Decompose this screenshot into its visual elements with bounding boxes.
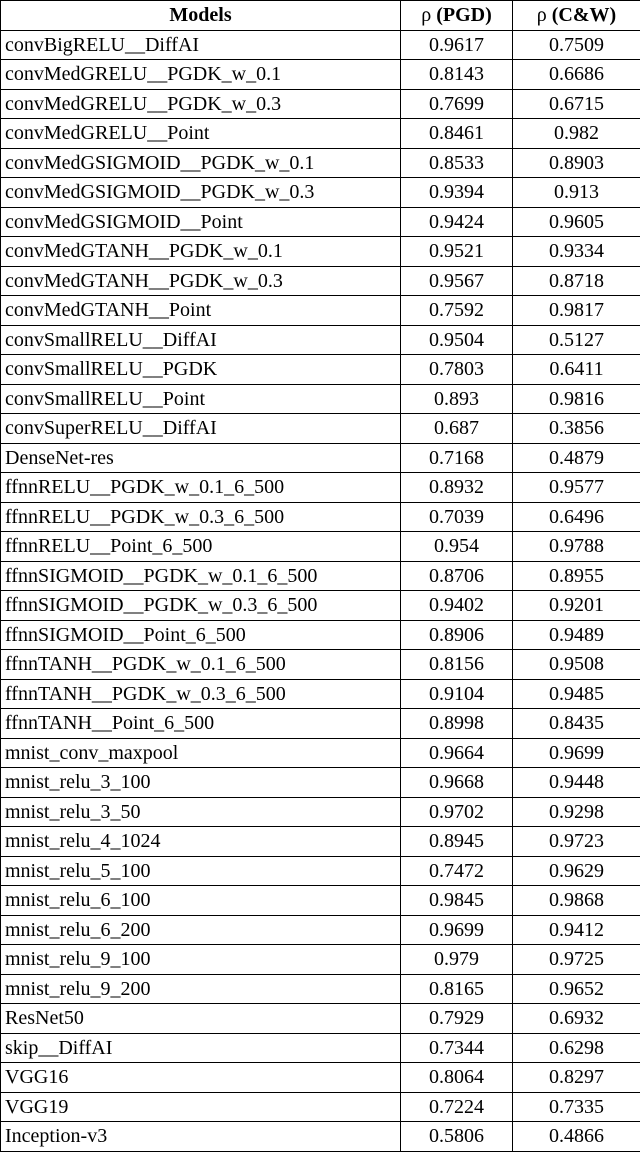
pgd-cell: 0.9104 bbox=[401, 679, 513, 709]
table-row bbox=[1, 768, 640, 798]
table-row bbox=[1, 915, 640, 945]
pgd-cell: 0.9617 bbox=[401, 30, 513, 60]
pgd-cell: 0.893 bbox=[401, 384, 513, 414]
model-cell: mnist_relu_6_100 bbox=[1, 886, 401, 916]
pgd-cell: 0.7592 bbox=[401, 296, 513, 326]
model-cell: mnist_relu_5_100 bbox=[1, 856, 401, 886]
pgd-cell: 0.8064 bbox=[401, 1063, 513, 1093]
model-cell: convMedGTANH__PGDK_w_0.1 bbox=[1, 237, 401, 267]
pgd-cell: 0.7224 bbox=[401, 1092, 513, 1122]
pgd-cell: 0.8461 bbox=[401, 119, 513, 149]
cw-cell: 0.9788 bbox=[513, 532, 640, 562]
cw-cell: 0.7335 bbox=[513, 1092, 640, 1122]
cw-cell: 0.8955 bbox=[513, 561, 640, 591]
model-cell: convSmallRELU__PGDK bbox=[1, 355, 401, 385]
pgd-cell: 0.7699 bbox=[401, 89, 513, 119]
pgd-cell: 0.687 bbox=[401, 414, 513, 444]
table-row bbox=[1, 886, 640, 916]
model-cell: mnist_relu_6_200 bbox=[1, 915, 401, 945]
table-row bbox=[1, 414, 640, 444]
table-row bbox=[1, 709, 640, 739]
cw-cell: 0.9412 bbox=[513, 915, 640, 945]
pgd-cell: 0.5806 bbox=[401, 1122, 513, 1152]
rho-symbol: ρ bbox=[537, 4, 547, 26]
cw-cell: 0.9298 bbox=[513, 797, 640, 827]
cw-cell: 0.9868 bbox=[513, 886, 640, 916]
table-row bbox=[1, 1092, 640, 1122]
pgd-cell: 0.7803 bbox=[401, 355, 513, 385]
model-cell: convMedGRELU__PGDK_w_0.1 bbox=[1, 60, 401, 90]
cw-cell: 0.9725 bbox=[513, 945, 640, 975]
pgd-cell: 0.8998 bbox=[401, 709, 513, 739]
pgd-cell: 0.9845 bbox=[401, 886, 513, 916]
pgd-cell: 0.9521 bbox=[401, 237, 513, 267]
model-cell: DenseNet-res bbox=[1, 443, 401, 473]
table-row bbox=[1, 532, 640, 562]
table-row bbox=[1, 1004, 640, 1034]
model-cell: ffnnTANH__PGDK_w_0.3_6_500 bbox=[1, 679, 401, 709]
model-cell: convMedGTANH__Point bbox=[1, 296, 401, 326]
model-cell: VGG19 bbox=[1, 1092, 401, 1122]
table-row bbox=[1, 620, 640, 650]
table-row bbox=[1, 650, 640, 680]
model-cell: ffnnTANH__PGDK_w_0.1_6_500 bbox=[1, 650, 401, 680]
cw-cell: 0.9652 bbox=[513, 974, 640, 1004]
model-cell: convMedGSIGMOID__Point bbox=[1, 207, 401, 237]
pgd-cell: 0.9668 bbox=[401, 768, 513, 798]
table-row bbox=[1, 355, 640, 385]
model-cell: mnist_relu_9_100 bbox=[1, 945, 401, 975]
model-cell: ffnnTANH__Point_6_500 bbox=[1, 709, 401, 739]
rho-symbol: ρ bbox=[421, 4, 431, 26]
model-cell: mnist_relu_9_200 bbox=[1, 974, 401, 1004]
table-row bbox=[1, 827, 640, 857]
pgd-cell: 0.7168 bbox=[401, 443, 513, 473]
cw-cell: 0.9723 bbox=[513, 827, 640, 857]
cw-cell: 0.9577 bbox=[513, 473, 640, 503]
cw-cell: 0.9334 bbox=[513, 237, 640, 267]
models-header: Models bbox=[1, 1, 401, 31]
pgd-cell: 0.9394 bbox=[401, 178, 513, 208]
table-row bbox=[1, 207, 640, 237]
pgd-cell: 0.9424 bbox=[401, 207, 513, 237]
cw-cell: 0.6496 bbox=[513, 502, 640, 532]
table-row bbox=[1, 945, 640, 975]
pgd-cell: 0.7472 bbox=[401, 856, 513, 886]
table-row bbox=[1, 738, 640, 768]
pgd-cell: 0.9504 bbox=[401, 325, 513, 355]
pgd-cell: 0.9702 bbox=[401, 797, 513, 827]
cw-cell: 0.9816 bbox=[513, 384, 640, 414]
table-row bbox=[1, 797, 640, 827]
model-cell: mnist_relu_4_1024 bbox=[1, 827, 401, 857]
cw-cell: 0.9448 bbox=[513, 768, 640, 798]
cw-cell: 0.6686 bbox=[513, 60, 640, 90]
cw-cell: 0.9201 bbox=[513, 591, 640, 621]
pgd-cell: 0.8945 bbox=[401, 827, 513, 857]
model-cell: skip__DiffAI bbox=[1, 1033, 401, 1063]
cw-cell: 0.8297 bbox=[513, 1063, 640, 1093]
table-row bbox=[1, 679, 640, 709]
table-row bbox=[1, 237, 640, 267]
model-cell: ffnnRELU__PGDK_w_0.1_6_500 bbox=[1, 473, 401, 503]
cw-cell: 0.6932 bbox=[513, 1004, 640, 1034]
model-cell: convBigRELU__DiffAI bbox=[1, 30, 401, 60]
model-cell: convMedGRELU__Point bbox=[1, 119, 401, 149]
pgd-cell: 0.954 bbox=[401, 532, 513, 562]
table-row bbox=[1, 296, 640, 326]
cw-cell: 0.9489 bbox=[513, 620, 640, 650]
table-row bbox=[1, 1033, 640, 1063]
cw-cell: 0.6715 bbox=[513, 89, 640, 119]
table-row bbox=[1, 473, 640, 503]
pgd-cell: 0.8165 bbox=[401, 974, 513, 1004]
pgd-cell: 0.9402 bbox=[401, 591, 513, 621]
model-cell: mnist_relu_3_50 bbox=[1, 797, 401, 827]
model-cell: ffnnRELU__Point_6_500 bbox=[1, 532, 401, 562]
model-cell: mnist_relu_3_100 bbox=[1, 768, 401, 798]
table-row bbox=[1, 384, 640, 414]
table-row bbox=[1, 266, 640, 296]
model-cell: convSmallRELU__DiffAI bbox=[1, 325, 401, 355]
pgd-cell: 0.7039 bbox=[401, 502, 513, 532]
cw-header bbox=[513, 1, 640, 31]
pgd-cell: 0.979 bbox=[401, 945, 513, 975]
model-cell: convSuperRELU__DiffAI bbox=[1, 414, 401, 444]
pgd-cell: 0.8906 bbox=[401, 620, 513, 650]
table-row bbox=[1, 1063, 640, 1093]
pgd-cell: 0.9664 bbox=[401, 738, 513, 768]
pgd-cell: 0.7344 bbox=[401, 1033, 513, 1063]
cw-cell: 0.9485 bbox=[513, 679, 640, 709]
table-body bbox=[1, 30, 640, 1151]
model-cell: ResNet50 bbox=[1, 1004, 401, 1034]
model-cell: convSmallRELU__Point bbox=[1, 384, 401, 414]
cw-cell: 0.982 bbox=[513, 119, 640, 149]
model-cell: convMedGRELU__PGDK_w_0.3 bbox=[1, 89, 401, 119]
model-cell: ffnnSIGMOID__PGDK_w_0.3_6_500 bbox=[1, 591, 401, 621]
table-row bbox=[1, 502, 640, 532]
cw-cell: 0.8435 bbox=[513, 709, 640, 739]
table-row bbox=[1, 443, 640, 473]
cw-cell: 0.9605 bbox=[513, 207, 640, 237]
pgd-cell: 0.9567 bbox=[401, 266, 513, 296]
model-cell: Inception-v3 bbox=[1, 1122, 401, 1152]
pgd-header-label: (PGD) bbox=[436, 4, 492, 26]
table-row bbox=[1, 325, 640, 355]
cw-cell: 0.9629 bbox=[513, 856, 640, 886]
cw-cell: 0.4879 bbox=[513, 443, 640, 473]
pgd-cell: 0.8156 bbox=[401, 650, 513, 680]
cw-cell: 0.4866 bbox=[513, 1122, 640, 1152]
pgd-cell: 0.9699 bbox=[401, 915, 513, 945]
table-row bbox=[1, 974, 640, 1004]
pgd-cell: 0.7929 bbox=[401, 1004, 513, 1034]
cw-cell: 0.9508 bbox=[513, 650, 640, 680]
cw-cell: 0.3856 bbox=[513, 414, 640, 444]
model-cell: VGG16 bbox=[1, 1063, 401, 1093]
table-row bbox=[1, 178, 640, 208]
cw-cell: 0.5127 bbox=[513, 325, 640, 355]
cw-cell: 0.8903 bbox=[513, 148, 640, 178]
table-row bbox=[1, 856, 640, 886]
cw-cell: 0.9817 bbox=[513, 296, 640, 326]
table-row bbox=[1, 148, 640, 178]
table-row bbox=[1, 60, 640, 90]
header-row bbox=[1, 1, 640, 31]
table-row bbox=[1, 119, 640, 149]
model-cell: ffnnSIGMOID__PGDK_w_0.1_6_500 bbox=[1, 561, 401, 591]
pgd-cell: 0.8932 bbox=[401, 473, 513, 503]
cw-cell: 0.913 bbox=[513, 178, 640, 208]
model-cell: ffnnRELU__PGDK_w_0.3_6_500 bbox=[1, 502, 401, 532]
cw-header-label: (C&W) bbox=[552, 4, 616, 26]
model-cell: convMedGSIGMOID__PGDK_w_0.3 bbox=[1, 178, 401, 208]
cw-cell: 0.7509 bbox=[513, 30, 640, 60]
table-row bbox=[1, 561, 640, 591]
cw-cell: 0.9699 bbox=[513, 738, 640, 768]
cw-cell: 0.6411 bbox=[513, 355, 640, 385]
model-cell: ffnnSIGMOID__Point_6_500 bbox=[1, 620, 401, 650]
cw-cell: 0.6298 bbox=[513, 1033, 640, 1063]
pgd-cell: 0.8533 bbox=[401, 148, 513, 178]
table-row bbox=[1, 30, 640, 60]
table-row bbox=[1, 591, 640, 621]
pgd-cell: 0.8706 bbox=[401, 561, 513, 591]
table-row bbox=[1, 89, 640, 119]
pgd-cell: 0.8143 bbox=[401, 60, 513, 90]
pgd-header bbox=[401, 1, 513, 31]
model-cell: mnist_conv_maxpool bbox=[1, 738, 401, 768]
cw-cell: 0.8718 bbox=[513, 266, 640, 296]
model-cell: convMedGTANH__PGDK_w_0.3 bbox=[1, 266, 401, 296]
model-cell: convMedGSIGMOID__PGDK_w_0.1 bbox=[1, 148, 401, 178]
